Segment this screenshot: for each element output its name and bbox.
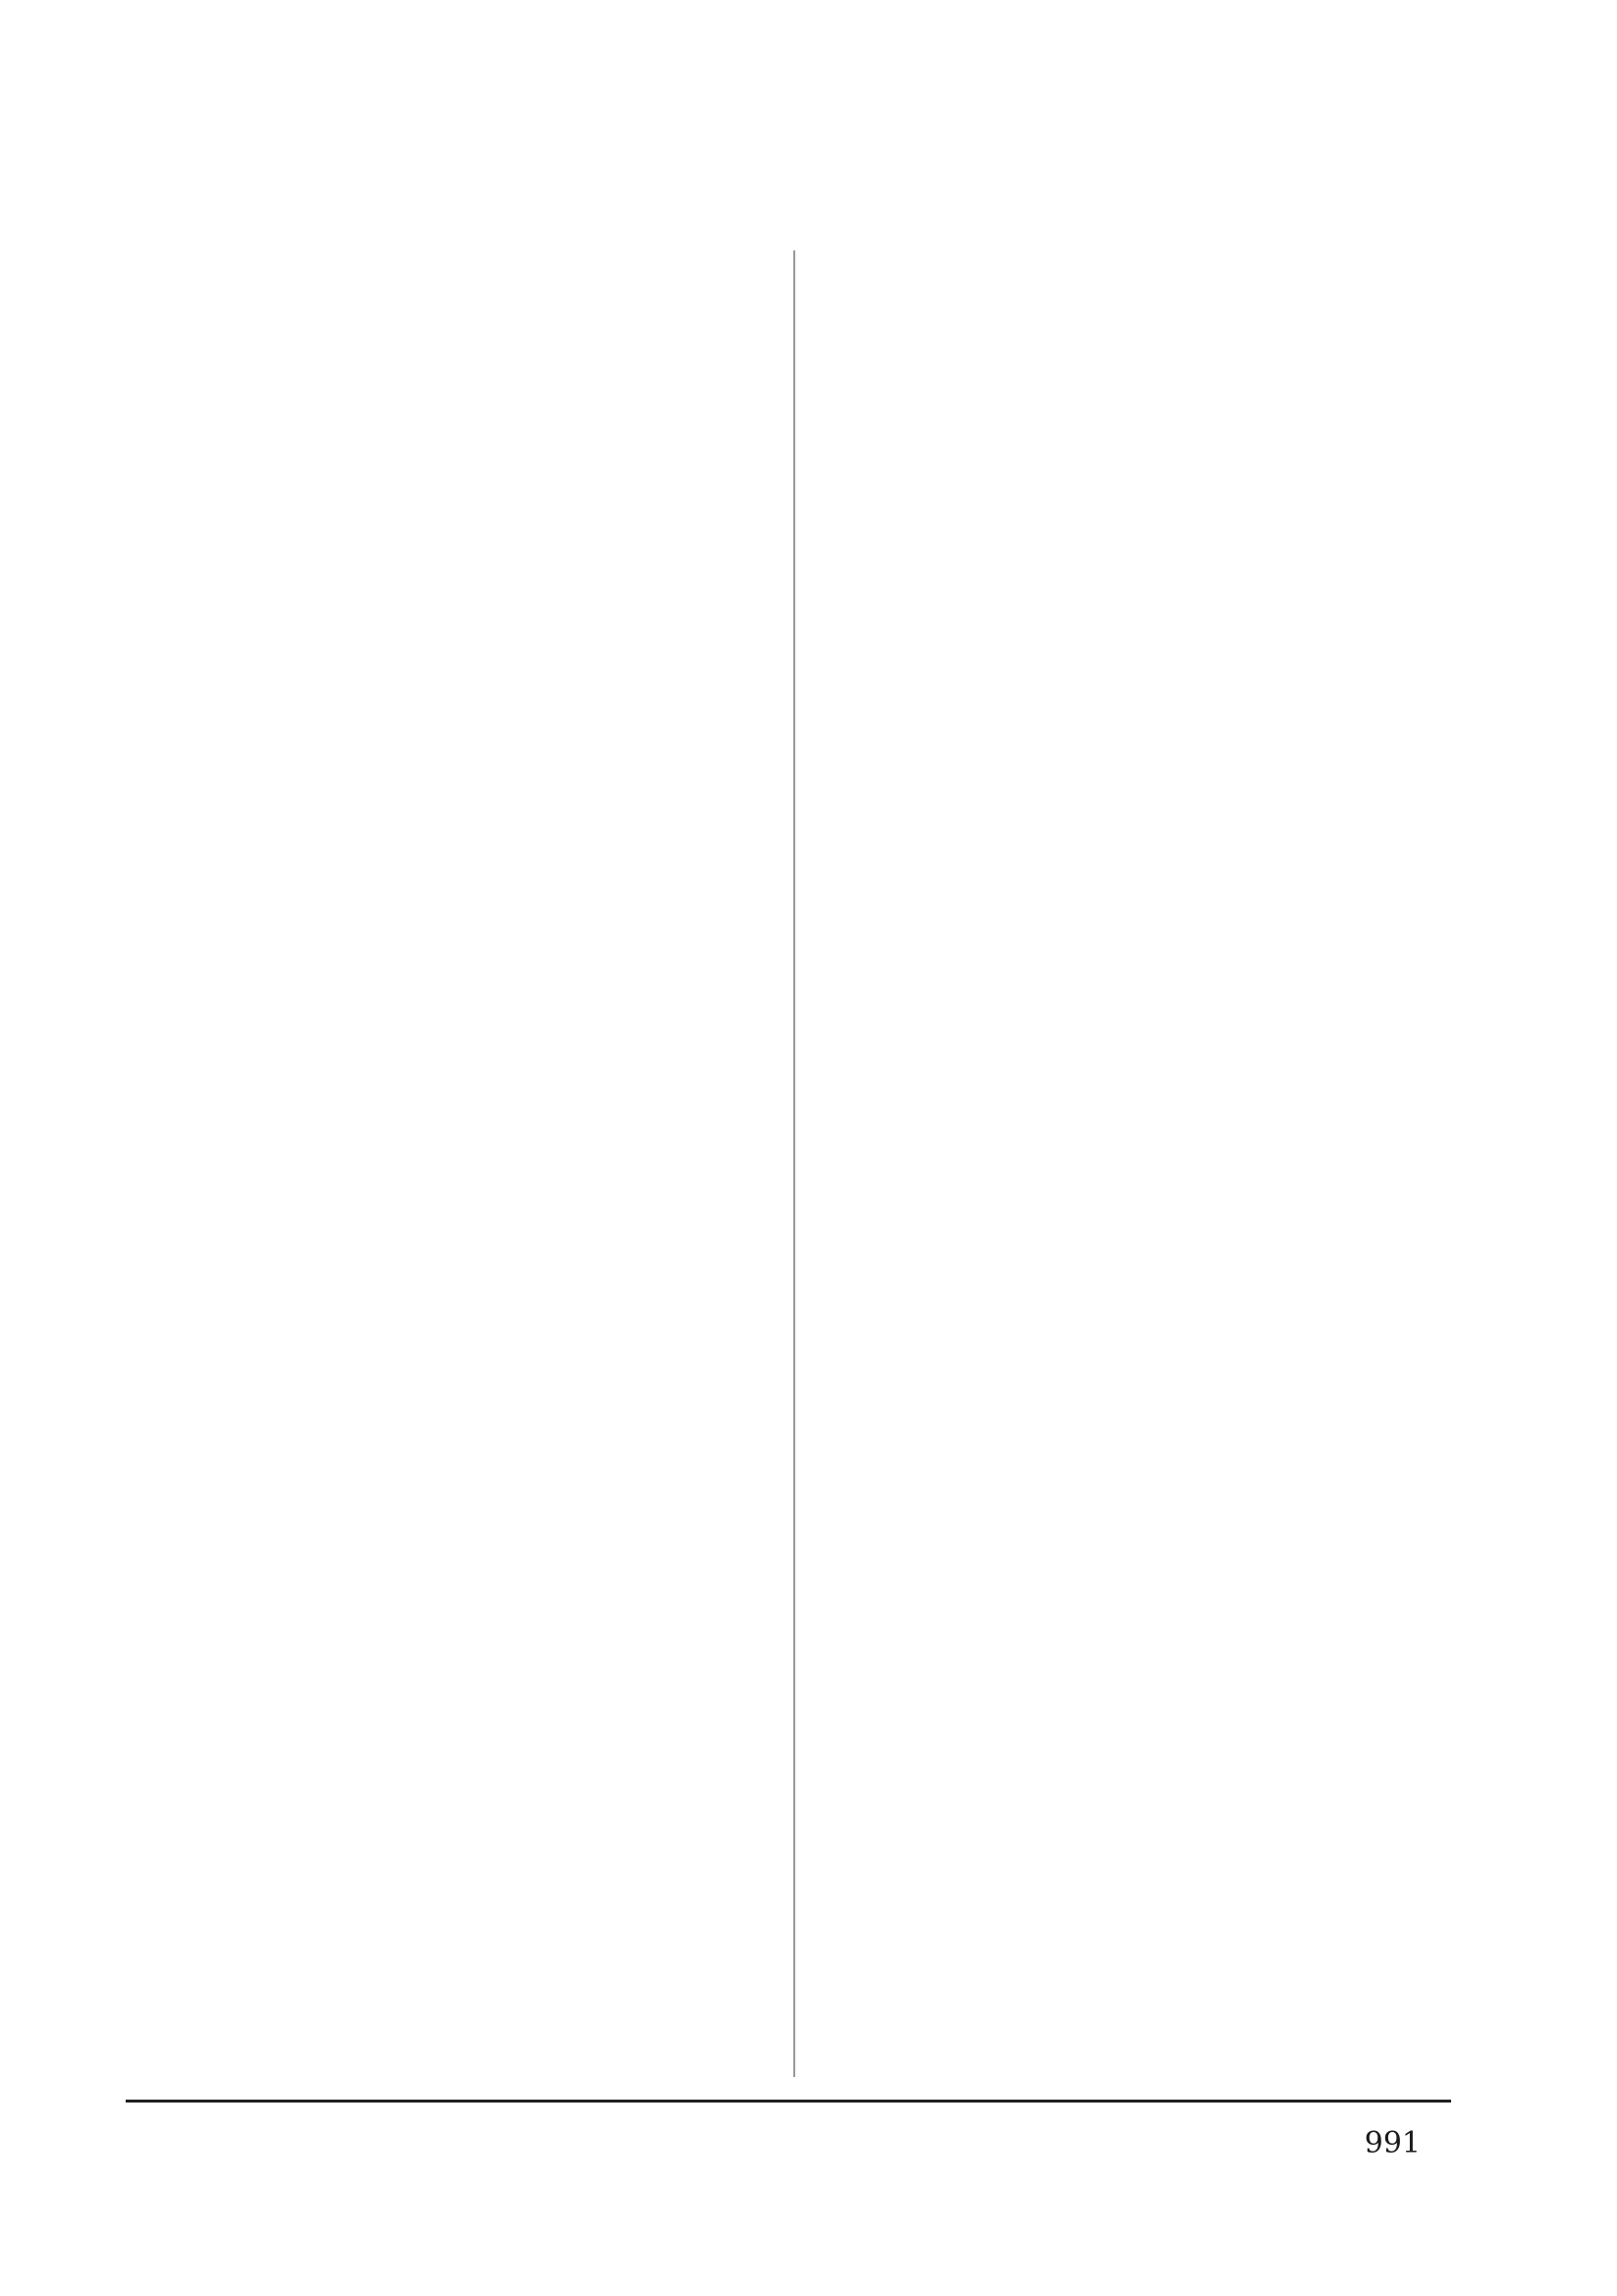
column-divider [793,250,795,2077]
page-number: 991 [1364,2126,1421,2160]
footer-rule [126,2100,1451,2103]
